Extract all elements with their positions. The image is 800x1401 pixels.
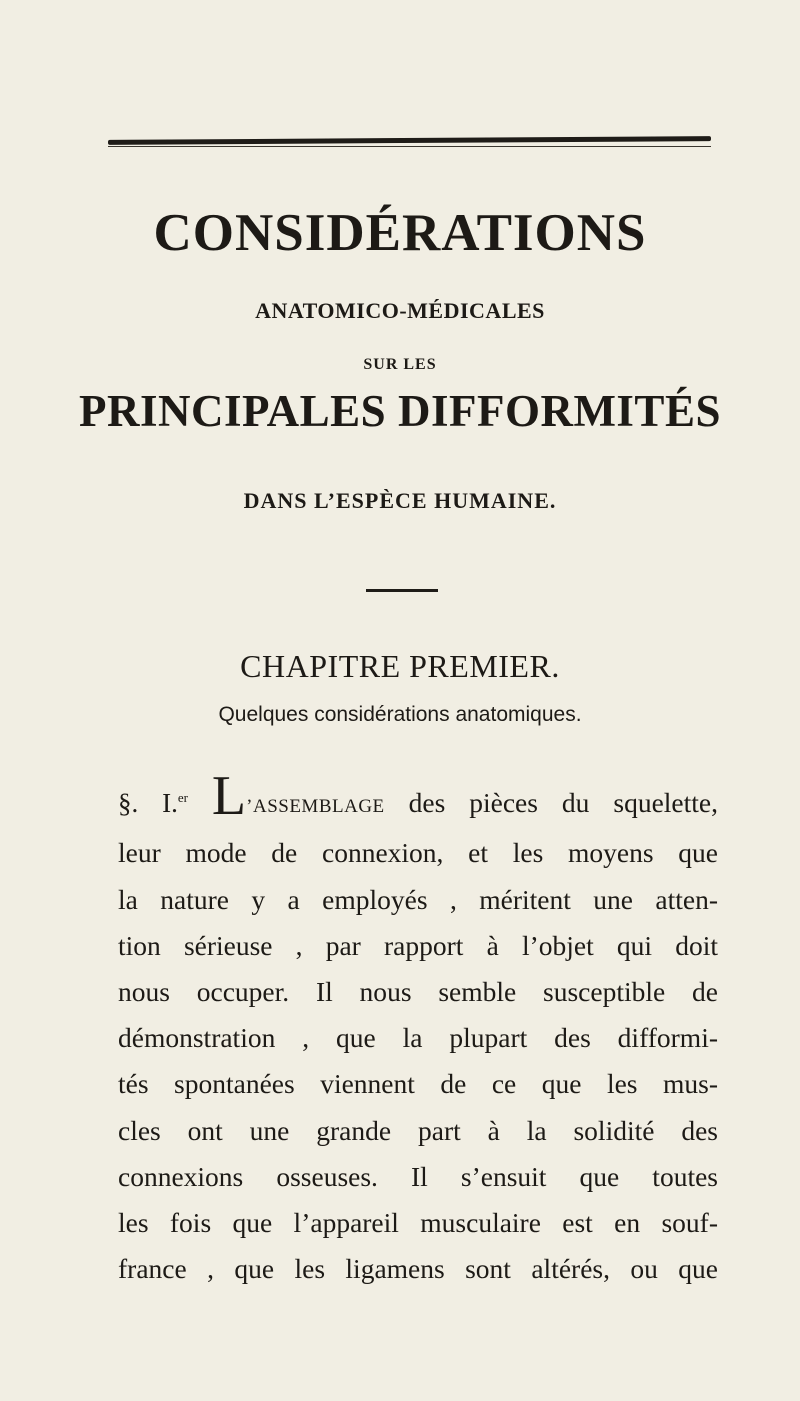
text-line: leur mode de connexion, et les moyens que — [118, 837, 718, 869]
text-line: les fois que l’appareil musculaire est en souf- — [118, 1206, 718, 1238]
chapter-title: CHAPITRE PREMIER. — [240, 648, 560, 684]
title-main: CONSIDÉRATIONS — [153, 204, 647, 262]
title-dans: DANS L’ESPÈCE HUMAINE. — [243, 488, 557, 513]
text-line: la nature y a employés , méritent une atten- — [118, 883, 718, 915]
text-line: nous occuper. Il nous semble susceptible de — [118, 975, 718, 1007]
text-line: france , que les ligamens sont altérés, ou que — [118, 1253, 718, 1285]
text-line: cles ont une grande part à la solidité des — [118, 1114, 718, 1146]
title-sur-les: SUR LES — [363, 356, 437, 373]
first-line-rest: des pièces du squelette, — [384, 787, 719, 819]
section-mark: §. I. — [118, 788, 178, 819]
chapter-divider — [366, 589, 438, 592]
header-rule-thin — [108, 146, 711, 147]
body-paragraph — [118, 765, 719, 1292]
text-line: tion sérieuse , par rapport à l’objet qui doit — [118, 929, 718, 961]
chapter-subtitle: Quelques considérations anatomiques. — [218, 703, 582, 726]
title-principales: PRINCIPALES DIFFORMITÉS — [79, 386, 721, 436]
first-word-small-caps: ’ASSEMBLAGE — [246, 796, 385, 818]
text-line: tés spontanées viennent de ce que les mus- — [118, 1068, 718, 1100]
header-rule — [108, 136, 711, 145]
title-subtitle: ANATOMICO-MÉDICALES — [255, 298, 545, 323]
text-line: connexions osseuses. Il s’ensuit que toutes — [118, 1160, 718, 1192]
text-line: démonstration , que la plupart des difformi- — [118, 1022, 718, 1054]
paragraph-first-line — [118, 765, 719, 830]
section-superscript: er — [177, 790, 188, 805]
drop-initial: L — [211, 765, 247, 828]
